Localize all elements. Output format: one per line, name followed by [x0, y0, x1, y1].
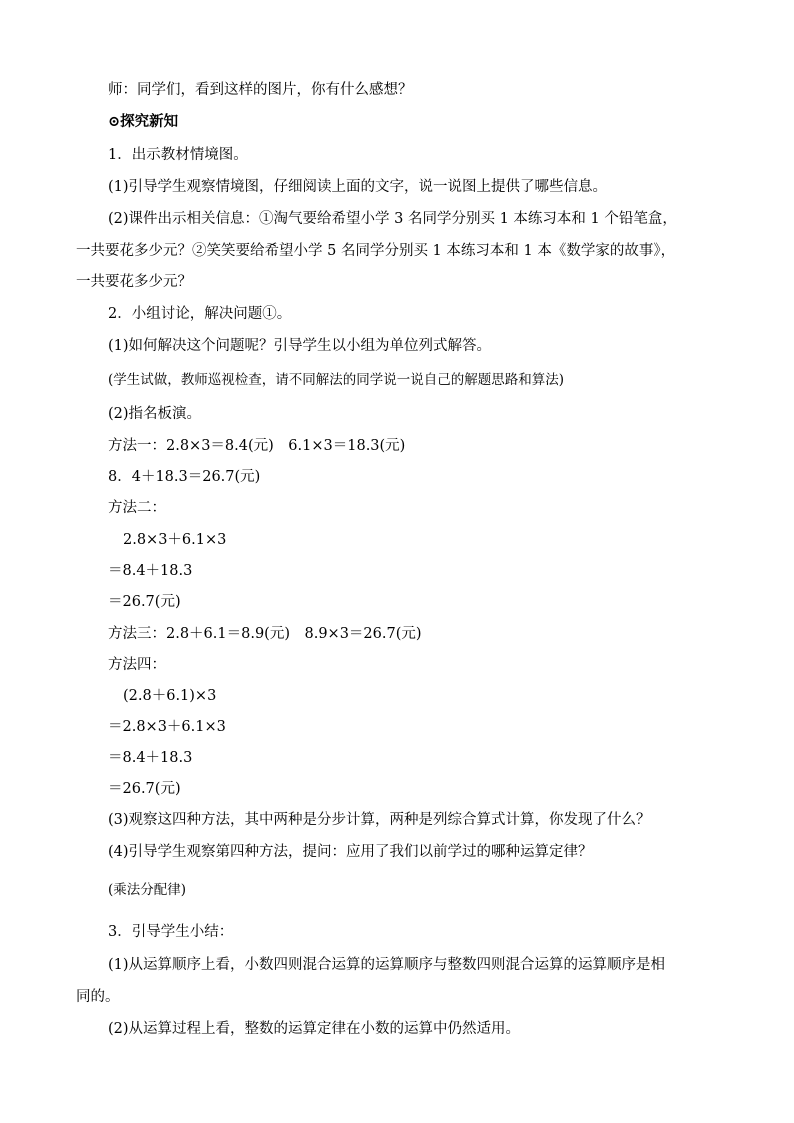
method-2-step-2: ＝8.4＋18.3 [108, 563, 193, 579]
method-4-label: 方法四： [108, 657, 166, 673]
step-2-item-3: (3)观察这四种方法，其中两种是分步计算，两种是列综合算式计算，你发现了什么？ [108, 812, 651, 828]
step-1-item-2-line-1: (2)课件出示相关信息：①淘气要给希望小学 3 名同学分别买 1 本练习本和 1 个铅笔盒， [108, 211, 677, 227]
method-1: 方法一：2.8×3＝8.4(元) 6.1×3＝18.3(元) [108, 438, 406, 454]
step-1-heading: 1．出示教材情境图。 [108, 147, 248, 163]
method-1-sum: 8．4＋18.3＝26.7(元) [108, 469, 261, 485]
step-2-item-2: (2)指名板演。 [108, 406, 202, 422]
step-2-item-1: (1)如何解决这个问题呢？引导学生以小组为单位列式解答。 [108, 338, 492, 354]
method-2-step-3: ＝26.7(元) [108, 594, 181, 610]
step-2-heading: 2．小组讨论，解决问题①。 [108, 306, 292, 322]
section-heading-explore: ⊙探究新知 [108, 113, 179, 130]
method-4-step-3: ＝8.4＋18.3 [108, 750, 193, 766]
method-2-label: 方法二： [108, 500, 166, 516]
method-4-step-2: ＝2.8×3＋6.1×3 [108, 719, 226, 735]
step-1-item-1: (1)引导学生观察情境图，仔细阅读上面的文字，说一说图上提供了哪些信息。 [108, 179, 608, 195]
method-2-step-1: 2.8×3＋6.1×3 [123, 532, 227, 548]
method-4-step-1: (2.8＋6.1)×3 [123, 688, 217, 704]
method-3: 方法三：2.8＋6.1＝8.9(元) 8.9×3＝26.7(元) [108, 626, 422, 642]
step-3-item-1-line-1: (1)从运算顺序上看，小数四则混合运算的运算顺序与整数四则混合运算的运算顺序是相 [108, 957, 666, 973]
method-4-step-4: ＝26.7(元) [108, 781, 181, 797]
step-2-note: (学生试做，教师巡视检查，请不同解法的同学说一说自己的解题思路和算法) [108, 372, 565, 388]
step-1-item-2-line-3: 一共要花多少元？ [76, 274, 192, 290]
step-1-item-2-line-2: 一共要花多少元？②笑笑要给希望小学 5 名同学分别买 1 本练习本和 1 本《数学家的故事》， [76, 243, 676, 259]
step-2-item-4: (4)引导学生观察第四种方法，提问：应用了我们以前学过的哪种运算定律？ [108, 844, 593, 860]
step-3-item-2: (2)从运算过程上看，整数的运算定律在小数的运算中仍然适用。 [108, 1021, 521, 1037]
step-3-item-1-line-2: 同的。 [76, 989, 120, 1005]
step-3-heading: 3．引导学生小结： [108, 924, 234, 940]
step-2-answer: (乘法分配律) [108, 882, 187, 898]
teacher-question: 师：同学们，看到这样的图片，你有什么感想？ [108, 82, 413, 98]
